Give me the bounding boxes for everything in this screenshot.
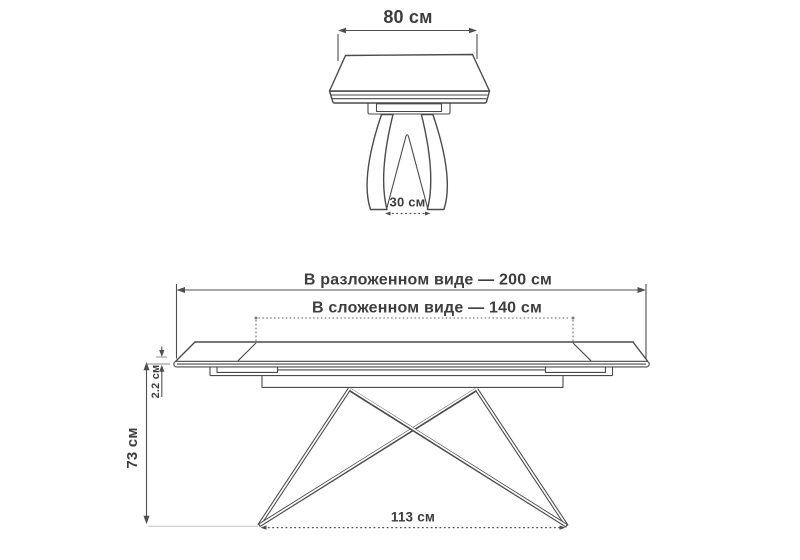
arrow-right-icon [425, 212, 431, 216]
height-label: 73 см [124, 427, 141, 469]
base-span-label: 113 см [390, 509, 436, 525]
center-beam [262, 376, 563, 388]
dim-height-73 [124, 362, 170, 524]
left-leaf-split [238, 343, 256, 361]
right-cross-strut [350, 389, 567, 526]
dim-thickness-2-2 [150, 347, 167, 399]
right-slide-rail [546, 367, 606, 372]
arrow-left-icon [338, 28, 346, 34]
arrow-right-icon [638, 287, 647, 293]
top-thickness-label: 2.2 см [150, 364, 162, 399]
dim-end-dot [255, 317, 258, 320]
left-cross-strut [259, 389, 476, 525]
dim-end-dot [572, 317, 575, 320]
arrow-down-icon [159, 350, 164, 357]
tabletop-edge-band [330, 91, 490, 103]
left-end-chamfer [176, 342, 195, 361]
left-slide-rail [217, 367, 278, 372]
left-steep-strut [259, 388, 350, 525]
tabletop-top-surface [330, 55, 490, 92]
dim-feet-30 [385, 195, 431, 216]
right-steep-strut [476, 389, 567, 526]
width-label: 80 см [383, 7, 433, 27]
dim-compact-140 [255, 300, 575, 343]
extended-width-label: В разложенном виде — 200 см [303, 271, 553, 289]
arrow-up-icon [144, 362, 150, 371]
table-end-view [330, 7, 490, 216]
butterfly-legs [259, 388, 567, 526]
arrow-right-icon [469, 28, 477, 34]
band-outline [330, 91, 490, 103]
bracket-inner [377, 104, 442, 112]
arrow-left-icon [177, 287, 186, 293]
right-leaf-split [573, 343, 591, 361]
dim-base-113 [261, 510, 566, 530]
right-end-chamfer [633, 342, 648, 361]
arrow-down-icon [144, 516, 150, 525]
compact-width-label: В сложенном виде — 140 см [311, 299, 543, 317]
underframe [210, 367, 613, 387]
feet-span-label: 30 см [389, 194, 426, 210]
dim-width-80 [338, 7, 477, 61]
table-side-view [124, 272, 649, 530]
tabletop-side [174, 342, 649, 367]
arrow-left-icon [385, 212, 391, 216]
